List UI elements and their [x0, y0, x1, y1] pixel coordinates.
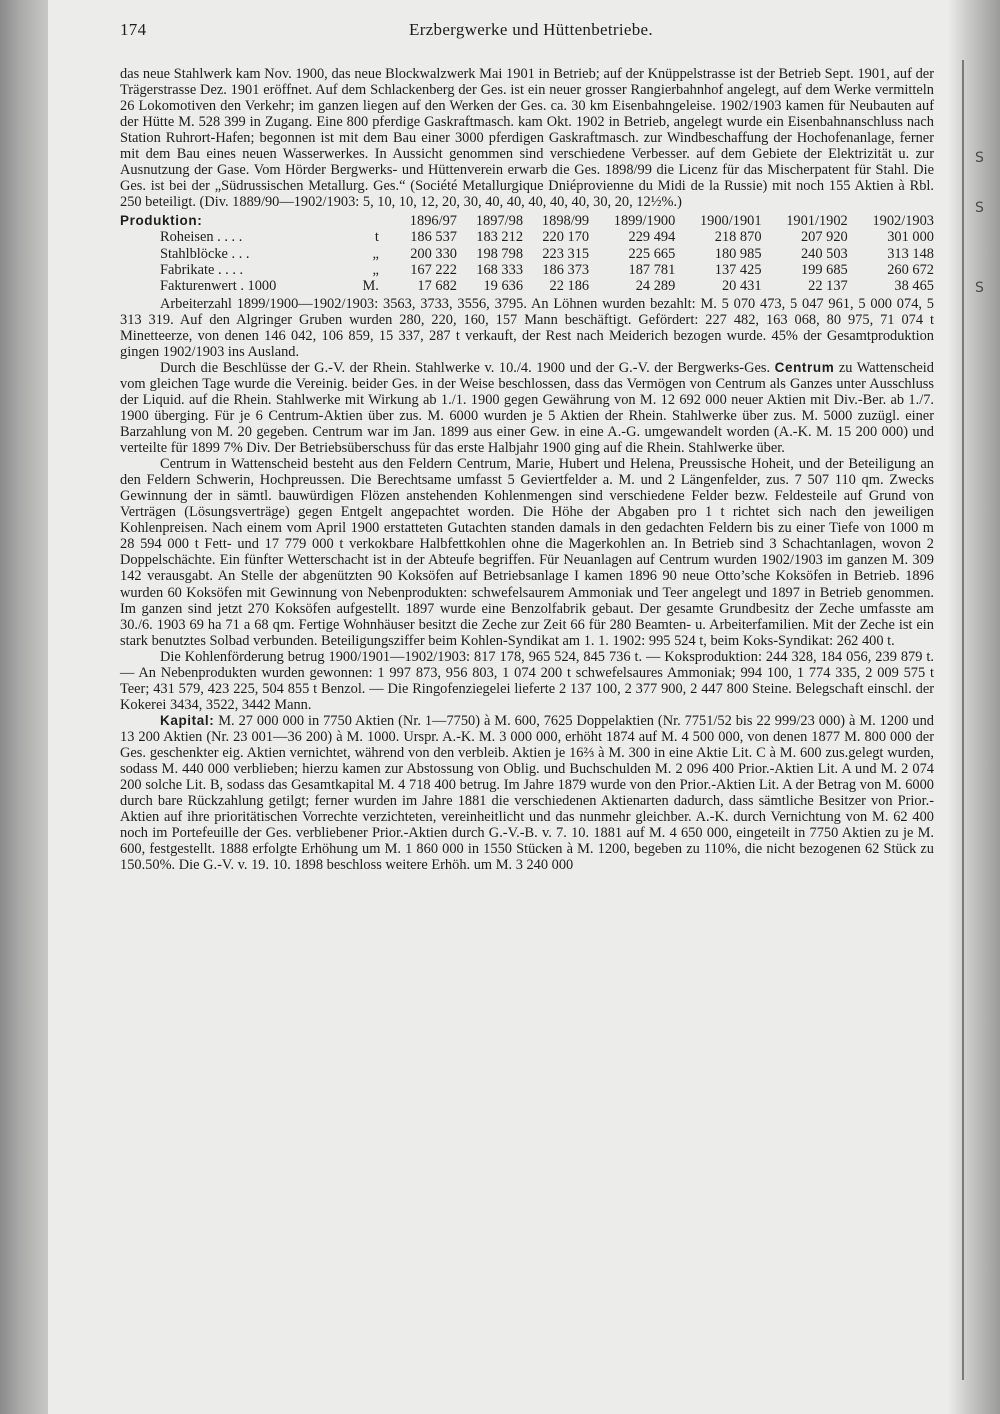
- row-label: Fabrikate . . . .: [160, 261, 244, 278]
- margin-mark: S: [975, 150, 984, 166]
- paragraph-workers: Arbeiterzahl 1899/1900—1902/1903: 3563, 3733, 3556, 3795. An Löhnen wurden bezahlt: M. 5 070 473, 5 047 961, 5 000 074, 5 313 319. Auf den Algringer Gruben wurden 280, 220, 160, 157 Mann beschäftigt. Gefördert: 227 482, 163 068, 80 975, 71 074 t Minetteerze, von denen 146 042, 106 859, 15 337, 287 t verkauft, der Rest nach Meiderich bezogen wurde. 45% der Gesamtproduktion gingen 1902/1903 ins Ausland.: [120, 295, 934, 360]
- paragraph-output: Die Kohlenförderung betrug 1900/1901—1902/1903: 817 178, 965 524, 845 736 t. — Koksproduktion: 244 328, 184 056, 239 879 t. — An Nebenprodukten wurden gewonnen: 1 997 873, 956 803, 1 074 200 t schwefelsaures Ammoniak; 994 100, 1 774 335, 2 009 575 t Teer; 431 579, 423 225, 504 855 t Benzol. — Die Ringofenziegelei lieferte 2 137 100, 2 377 900, 2 447 800 Steine. Belegschaft einschl. der Kokerei 3434, 3522, 3442 Mann.: [120, 648, 934, 713]
- year-header: 1898/99: [541, 213, 590, 230]
- table-cell: 240 503: [800, 245, 848, 262]
- table-cell: 225 665: [628, 245, 676, 262]
- row-unit: „: [372, 245, 379, 262]
- table-cell: 137 425: [714, 261, 762, 278]
- table-cell: 200 330: [410, 245, 457, 262]
- table-cell: 20 431: [721, 277, 762, 294]
- table-cell: 24 289: [635, 277, 676, 294]
- table-row: [120, 229, 934, 245]
- table-row: [120, 278, 934, 294]
- table-cell: 167 222: [410, 261, 457, 278]
- body-text: [120, 66, 934, 873]
- row-label: Fakturenwert . 1000: [160, 277, 277, 294]
- capital-text: M. 27 000 000 in 7750 Aktien (Nr. 1—7750) à M. 600, 7625 Doppelaktien (Nr. 7751/52 bis 22 999/23 000) à M. 1200 und 13 200 Aktien (Nr. 23 001—36 200) à M. 1000. Urspr. A.-K. M. 3 000 000, erhöht 1874 auf M. 4 500 000, von denen 1877 M. 800 000 der Ges. geschenkter eig. Aktien vernichtet, während von den verbleib. Aktien je 16⅔ à M. 300 in eine Aktie Lit. C à M. 600 zus.gelegt wurden, sodass M. 440 000 verblieben; hierzu kamen zur Abstossung von Oblig. und Buchschulden M. 2 096 400 Prior.-Aktien Lit. A und M. 2 074 200 solche Lit. B, sodass das Gesamtkapital M. 4 718 400 betrug. Im Jahre 1879 wurde von den Prior.-Aktien Lit. A der Betrag von M. 6000 durch bare Rückzahlung getilgt; ferner wurden im Jahre 1881 die verschiedenen Aktienarten dadurch, dass sämtliche Besitzer von Prior.-Aktien auf ihre prioritätischen Vorrechte verzichteten, vereinheitlicht und das nunmehr gleichber. A.-K. durch Vernichtung von M. 62 400 noch im Portefeuille der Ges. verbliebener Prior.-Aktien durch G.-V.-B. v. 7. 10. 1881 auf M. 4 650 000, eingeteilt in 7750 Aktien zu je M. 600, festgestellt. 1888 erfolgte Erhöhung um M. 1 860 000 in 1550 Stücken à M. 1200, begeben zu 110%, die nicht bezogenen 62 Stück zu 150.50%. Die G.-V. v. 19. 10. 1898 beschloss weitere Erhöh. um M. 3 240 000: [120, 712, 934, 874]
- running-title: Erzbergwerke und Hüttenbetriebe.: [409, 20, 653, 39]
- table-row: [120, 262, 934, 278]
- row-label: Roheisen . . . .: [160, 229, 243, 246]
- table-cell: 168 333: [476, 261, 524, 278]
- table-cell: 186 373: [542, 261, 590, 278]
- row-unit: t: [374, 229, 379, 246]
- table-cell: 218 870: [714, 229, 762, 246]
- table-cell: 22 186: [549, 277, 590, 294]
- table-cell: 38 465: [894, 277, 934, 294]
- row-unit: M.: [362, 277, 379, 294]
- table-cell: 17 682: [417, 277, 457, 294]
- table-cell: 183 212: [476, 229, 524, 246]
- merger-text-before: Durch die Beschlüsse der G.-V. der Rhein. Stahlwerke v. 10./4. 1900 und der G.-V. der Bergwerks-Ges.: [160, 359, 771, 376]
- margin-mark: S: [975, 280, 984, 296]
- table-cell: 186 537: [410, 229, 457, 246]
- table-cell: 260 672: [887, 261, 934, 278]
- year-header: 1901/1902: [786, 213, 848, 230]
- margin-mark: S: [975, 200, 984, 216]
- table-cell: 199 685: [800, 261, 848, 278]
- row-label: Stahlblöcke . . .: [160, 245, 250, 262]
- paragraph-centrum: Centrum in Wattenscheid besteht aus den Feldern Centrum, Marie, Hubert und Helena, Preussische Hoheit, und der Beteiligung an den Feldern Schwerin, Hochpreussen. Die Berechtsame umfasst 5 Geviertfelder a. M. und 2 Längenfelder, zus. 7 507 110 qm. Zwecks Gewinnung der in sämtl. bauwürdigen Flözen anstehenden Kohlenmengen sind verschiedene Felder bezw. Feldesteile auf Grund von Verträgen (Lösungsverträge) gegen Entgelt angepachtet worden. Die Höhe der Abgaben pro 1 t richtet sich nach den jeweiligen Kohlenpreisen. Nach einem vom April 1900 erstatteten Gutachten standen damals in den gedachten Feldern bis zu einer Tiefe von 1000 m 28 594 000 t Fett- und 17 779 000 t verkokbare Halbfettkohlen ohne die Magerkohlen an. In Betrieb sind 3 Schachtanlagen, wovon 2 Doppelschächte. Ein fünfter Wetterschacht ist in der Abteufe begriffen. Für Neuanlagen auf Centrum wurden 1902/1903 im ganzen M. 309 142 verausgabt. An Stelle der abgenützten 90 Koksöfen auf Betriebsanlage I kamen 1896 90 neue Otto’sche Koksöfen in Betrieb. 1896 wurden 60 Koksöfen mit Gewinnung von Nebenprodukten: schwefelsaurem Ammoniak und Teer angelegt und 1897 in Betrieb genommen. Im ganzen sind jetzt 270 Koksöfen aufgestellt. 1897 wurde eine Benzolfabrik gebaut. Der gesamte Grundbesitz der Zeche umfasste am 30./6. 1903 69 ha 71 a 68 qm. Fertige Wohnhäuser besitzt die Zeche zur Zeit 66 für 280 Beamten- u. Arbeiterfamilien. Mit der Zeche ist ein stark benutztes Solbad verbunden. Beteiligungsziffer beim Kohlen-Syndikat am 1. 1. 1902: 995 524 t, beim Koks-Syndikat: 262 400 t.: [120, 456, 934, 649]
- keyword-kapital: Kapital:: [160, 712, 215, 728]
- table-cell: 198 798: [476, 245, 524, 262]
- year-header: 1902/1903: [872, 213, 934, 230]
- production-table: [120, 213, 934, 293]
- page-edge-line: [962, 60, 964, 1380]
- merger-text-after: zu Wattenscheid vom gleichen Tage wurde die Vereinig. beider Ges. in der Weise beschlossen, dass das Vermögen von Centrum als Ganzes unter Ausschluss der Liquid. auf die Rhein. Stahlwerke mit Wirkung ab 1./1. 1900 gegen Gewährung von M. 12 692 000 neuer Aktien mit Div.-Ber. ab 1./7. 1900 überging. Für je 6 Centrum-Aktien über zus. M. 6000 wurden je 5 Aktien der Rhein. Stahlwerke über zus. M. 5000 zuzügl. einer Barzahlung von M. 20 gegeben. Centrum war im Jan. 1899 aus einer Gew. in eine A.-G. umgewandelt worden (A.-K. M. 15 200 000) und verteilte für 1899 7% Div. Der Betriebsüberschuss für das erste Halbjahr 1900 ging auf die Rhein. Stahlwerke über.: [120, 359, 934, 457]
- table-cell: 220 170: [542, 229, 590, 246]
- production-heading: Produktion:: [120, 213, 203, 229]
- table-cell: 223 315: [542, 245, 590, 262]
- table-cell: 301 000: [887, 229, 934, 246]
- page-header: [120, 20, 942, 48]
- year-header: 1900/1901: [699, 213, 762, 230]
- row-unit: „: [372, 261, 379, 278]
- table-cell: 207 920: [800, 229, 848, 246]
- table-cell: 229 494: [628, 229, 676, 246]
- year-header: 1896/97: [409, 213, 457, 230]
- paragraph-intro: das neue Stahlwerk kam Nov. 1900, das neue Blockwalzwerk Mai 1901 in Betrieb; auf der Knüppelstrasse ist der Betrieb Sept. 1901, auf der Trägerstrasse Dez. 1901 eröffnet. Auf dem Schlackenberg der Ges. ist ein neuer grosser Rangierbahnhof angelegt, auf dem Werke vermitteln 26 Lokomotiven den Verkehr; im ganzen liegen auf den Werken der Ges. ca. 30 km Eisenbahngeleise. 1902/1903 kamen für Neubauten auf der Hütte M. 528 399 in Zugang. Eine 800 pferdige Gaskraftmasch. kam Okt. 1902 in Betrieb, angelegt wurde ein Eisenbahnanschluss nach Station Ruhrort-Hafen; begonnen ist mit dem Bau einer 3000 pferdigen Gaskraftmasch. zur Windbeschaffung der Hochofenanlage, ferner mit dem Bau eines neuen Wasserwerkes. In Aussicht genommen sind verschiedene Verbesser. auf dem Gebiete der Elektrizität u. zur Ausnutzung der Gase. Vom Hörder Bergwerks- und Hüttenverein erwarb die Ges. 1898/99 die Licenz für das Mischerpatent für Stahl. Die Ges. ist bei der „Südrussischen Metallurg. Ges.“ (Société Metallurgique Dniéprovienne du Midi de la Russie) mit noch 155 Aktien à Rbl. 250 beteiligt. (Div. 1889/90—1902/1903: 5, 10, 10, 12, 20, 30, 40, 40, 40, 40, 40, 30, 20, 12½%.): [120, 66, 934, 211]
- keyword-centrum: Centrum: [774, 359, 835, 375]
- paragraph-merger: [120, 360, 934, 456]
- paragraph-capital: [120, 713, 934, 873]
- table-cell: 22 137: [808, 277, 848, 294]
- table-cell: 180 985: [714, 245, 762, 262]
- table-cell: 187 781: [628, 261, 676, 278]
- production-header-row: [120, 213, 934, 229]
- page-number: 174: [120, 20, 147, 39]
- year-header: 1899/1900: [613, 213, 676, 230]
- table-row: [120, 246, 934, 262]
- year-header: 1897/98: [475, 213, 524, 230]
- table-cell: 313 148: [887, 245, 934, 262]
- book-binding: [0, 0, 48, 1414]
- table-cell: 19 636: [483, 277, 524, 294]
